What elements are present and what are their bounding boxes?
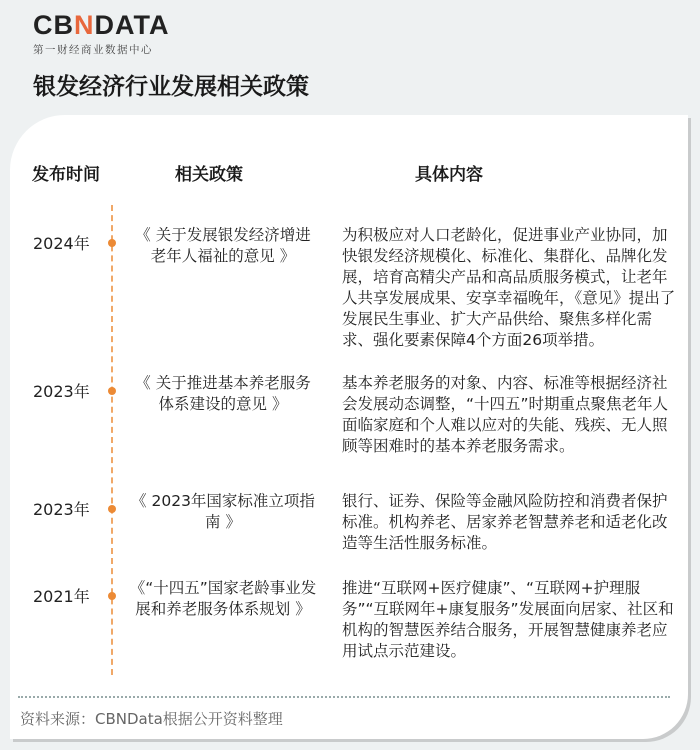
row-content: 为积极应对人口老龄化，促进事业产业协同，加快银发经济规模化、标准化、集群化、品牌化发展，培育高精尖产品和高品质服务模式，让老年人共享发展成果、安享幸福晚年，《意见》提出了发展民生事业、扩大产品供给、聚焦多样化需求、强化要素保障4个方面26项举措。 <box>342 226 676 349</box>
row-year: 2023年 <box>33 382 90 401</box>
brand-logo <box>33 10 169 57</box>
timeline-dot <box>108 592 116 600</box>
row-policy: 《 关于发展银发经济增进老年人福祉的意见 》 <box>135 226 311 265</box>
timeline-dot <box>108 239 116 247</box>
row-content: 推进“互联网+医疗健康”、“互联网+护理服务”“互联网年+康复服务”发展面向居家、社区和机构的智慧医养结合服务，开展智慧健康养老应用试点示范建设。 <box>342 579 674 660</box>
timeline-line <box>111 205 113 675</box>
row-policy: 《“十四五”国家老龄事业发展和养老服务体系规划 》 <box>129 579 317 618</box>
row-year: 2021年 <box>33 587 90 606</box>
source-note: 资料来源：CBNData根据公开资料整理 <box>20 710 283 728</box>
row-content: 银行、证券、保险等金融风险防控和消费者保护标准。机构养老、居家养老智慧养老和适老化改造等生活性服务标准。 <box>342 492 668 552</box>
page-title: 银发经济行业发展相关政策 <box>33 74 309 100</box>
header-time: 发布时间 <box>32 165 100 185</box>
row-content: 基本养老服务的对象、内容、标准等根据经济社会发展动态调整，“十四五”时期重点聚焦老年人面临家庭和个人难以应对的失能、残疾、无人照顾等困难时的基本养老服务需求。 <box>342 374 669 455</box>
logo-wordmark: CBNDATA <box>33 10 170 40</box>
header-policy: 相关政策 <box>175 165 243 185</box>
footer-divider <box>18 696 670 698</box>
logo-subtitle: 第一财经商业数据中心 <box>33 44 153 56</box>
row-policy: 《 关于推进基本养老服务体系建设的意见 》 <box>135 374 311 413</box>
row-year: 2023年 <box>33 500 90 519</box>
header-content: 具体内容 <box>415 165 483 185</box>
timeline-dot <box>108 387 116 395</box>
row-policy: 《 2023年国家标准立项指南 》 <box>131 492 315 531</box>
timeline-dot <box>108 505 116 513</box>
row-year: 2024年 <box>33 234 90 253</box>
